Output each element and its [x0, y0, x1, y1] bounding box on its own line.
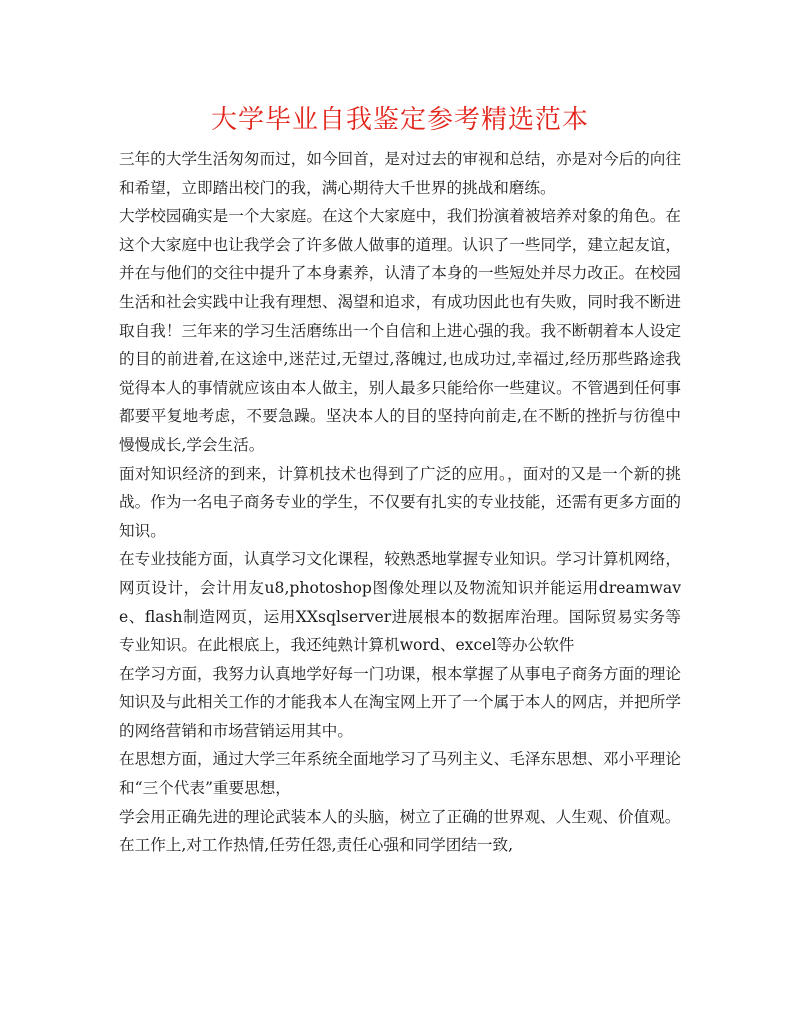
- paragraph-8: 在工作上,对工作热情,任劳任怨,责任心强和同学团结一致,: [119, 836, 514, 855]
- paragraph-1: 三年的大学生活匆匆而过，如今回首，是对过去的审视和总结，亦是对今后的向往和希望，立即踏出校门的我，满心期待大千世界的挑战和磨练。: [119, 150, 681, 197]
- paragraph-4: 在专业技能方面，认真学习文化课程，较熟悉地掌握专业知识。学习计算机网络，网页设计，会计用友u8,photoshop图像处理以及物流知识并能运用dreamwave、flash制造网页，运用XXsqlserver进展根本的数据库治理。国际贸易实务等专业知识。在此根底上，我还纯熟计算机word、excel等办公软件: [119, 550, 681, 655]
- paragraph-5: 在学习方面，我努力认真地学好每一门功课，根本掌握了从事电子商务方面的理论知识及与此相关工作的才能我本人在淘宝网上开了一个属于本人的网店，并把所学的网络营销和市场营销运用其中。: [119, 664, 681, 740]
- paragraph-6: 在思想方面，通过大学三年系统全面地学习了马列主义、毛泽东思想、邓小平理论和“三个代表”重要思想，: [119, 750, 681, 798]
- document-body: [119, 145, 681, 860]
- paragraph-7: 学会用正确先进的理论武装本人的头脑，树立了正确的世界观、人生观、价值观。: [119, 807, 681, 826]
- document-title: 大学毕业自我鉴定参考精选范本: [210, 105, 589, 135]
- paragraph-2: 大学校园确实是一个大家庭。在这个大家庭中，我们扮演着被培养对象的角色。在这个大家庭中也让我学会了许多做人做事的道理。认识了一些同学，建立起友谊，并在与他们的交往中提升了本身素养，认清了本身的一些短处并尽力改正。在校园生活和社会实践中让我有理想、渴望和追求，有成功因此也有失败，同时我不断进取自我！三年来的学习生活磨练出一个自信和上进心强的我。我不断朝着本人设定的目的前进着,在这途中,迷茫过,无望过,落魄过,也成功过,幸福过,经历那些路途我觉得本人的事情就应该由本人做主，别人最多只能给你一些建议。不管遇到任何事都要平复地考虑，不要急躁。坚决本人的目的坚持向前走,在不断的挫折与彷徨中慢慢成长,学会生活。: [119, 207, 681, 454]
- paragraph-3: 面对知识经济的到来，计算机技术也得到了广泛的应用。，面对的又是一个新的挑战。作为一名电子商务专业的学生，不仅要有扎实的专业技能，还需有更多方面的知识。: [119, 464, 681, 540]
